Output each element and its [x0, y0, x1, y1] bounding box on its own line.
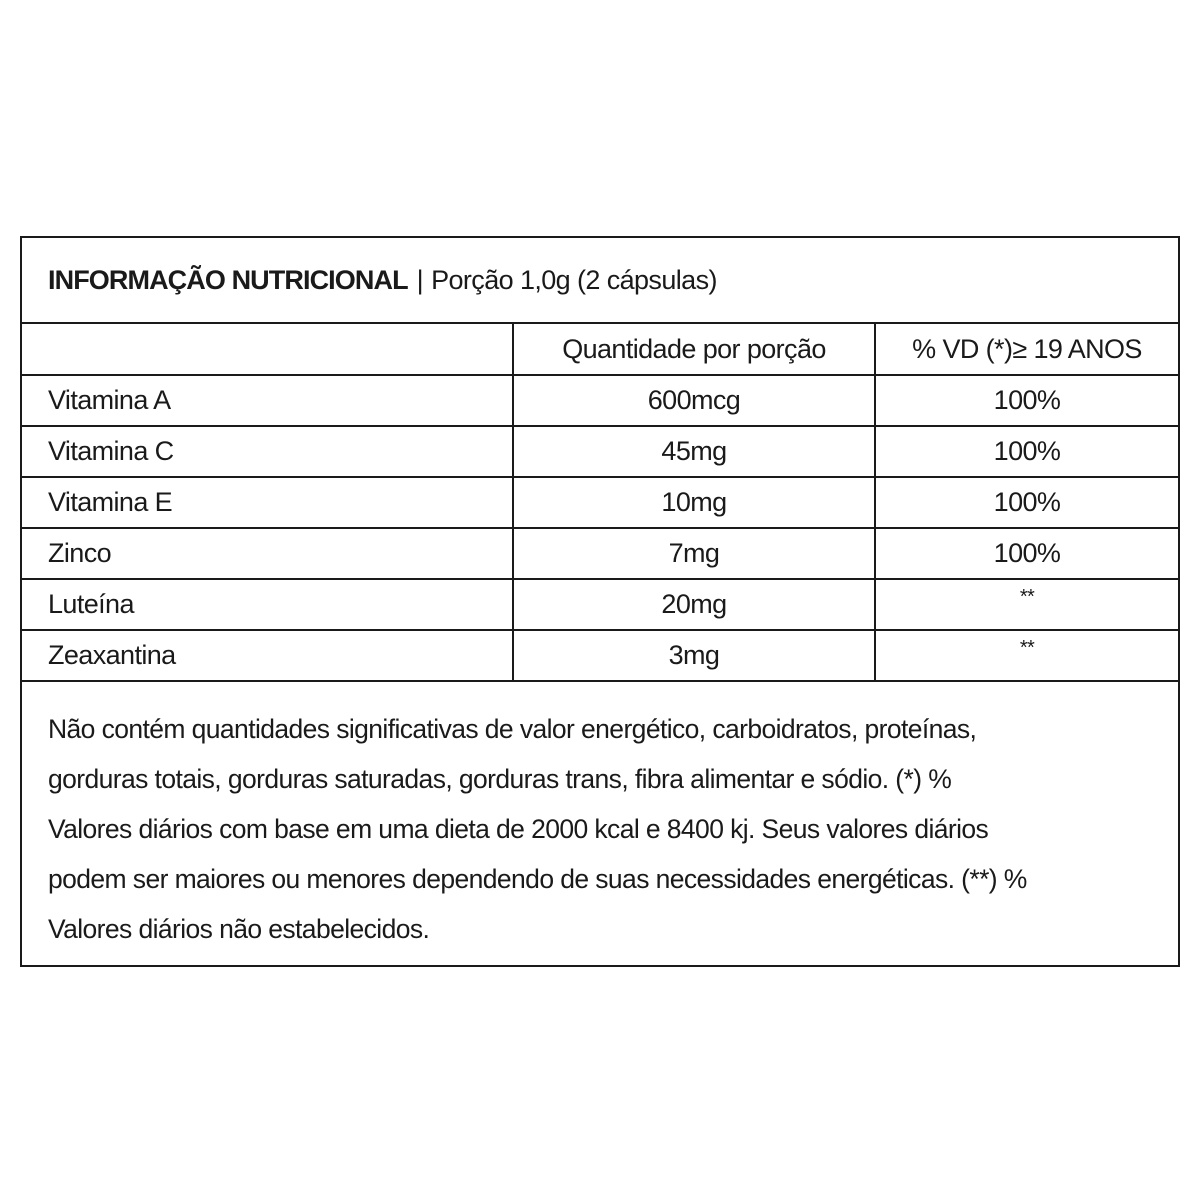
nutrient-daily-value: 100% [875, 426, 1178, 477]
table-header-row [22, 324, 1178, 375]
footnote-line: Valores diários com base em uma dieta de 2000 kcal e 8400 kj. Seus valores diários [48, 814, 989, 844]
nutrient-name: Vitamina E [22, 477, 513, 528]
table-row [22, 579, 1178, 630]
table-row [22, 426, 1178, 477]
nutrition-table [22, 324, 1178, 682]
nutrient-amount: 3mg [513, 630, 875, 681]
nutrient-daily-value: 100% [875, 528, 1178, 579]
nutrient-name: Vitamina A [22, 375, 513, 426]
nutrient-name: Vitamina C [22, 426, 513, 477]
table-row [22, 630, 1178, 681]
table-row [22, 375, 1178, 426]
page-title: INFORMAÇÃO NUTRICIONAL [48, 264, 408, 295]
table-row [22, 528, 1178, 579]
column-header-daily-value: % VD (*)≥ 19 ANOS [875, 324, 1178, 375]
column-header-nutrient [22, 324, 513, 375]
nutrient-name: Luteína [22, 579, 513, 630]
nutrient-amount: 45mg [513, 426, 875, 477]
nutrition-facts-panel [20, 236, 1180, 967]
column-header-amount: Quantidade por porção [513, 324, 875, 375]
nutrient-daily-value: 100% [875, 477, 1178, 528]
nutrient-name: Zeaxantina [22, 630, 513, 681]
nutrient-amount: 10mg [513, 477, 875, 528]
nutrient-daily-value: ** [875, 579, 1178, 630]
nutrient-amount: 20mg [513, 579, 875, 630]
nutrient-daily-value: 100% [875, 375, 1178, 426]
footnote-line: podem ser maiores ou menores dependendo de suas necessidades energéticas. (**) % [48, 864, 1027, 894]
footnote-line: gorduras totais, gorduras saturadas, gorduras trans, fibra alimentar e sódio. (*) % [48, 764, 952, 794]
title-separator: | [416, 264, 424, 295]
serving-size: Porção 1,0g (2 cápsulas) [431, 264, 717, 295]
nutrient-daily-value: ** [875, 630, 1178, 681]
title-bar [22, 238, 1178, 324]
footnote-line: Não contém quantidades significativas de valor energético, carboidratos, proteínas, [48, 714, 977, 744]
footnote-line: Valores diários não estabelecidos. [48, 914, 430, 944]
footnote [22, 682, 1178, 954]
nutrient-amount: 600mcg [513, 375, 875, 426]
table-row [22, 477, 1178, 528]
nutrient-amount: 7mg [513, 528, 875, 579]
nutrient-name: Zinco [22, 528, 513, 579]
